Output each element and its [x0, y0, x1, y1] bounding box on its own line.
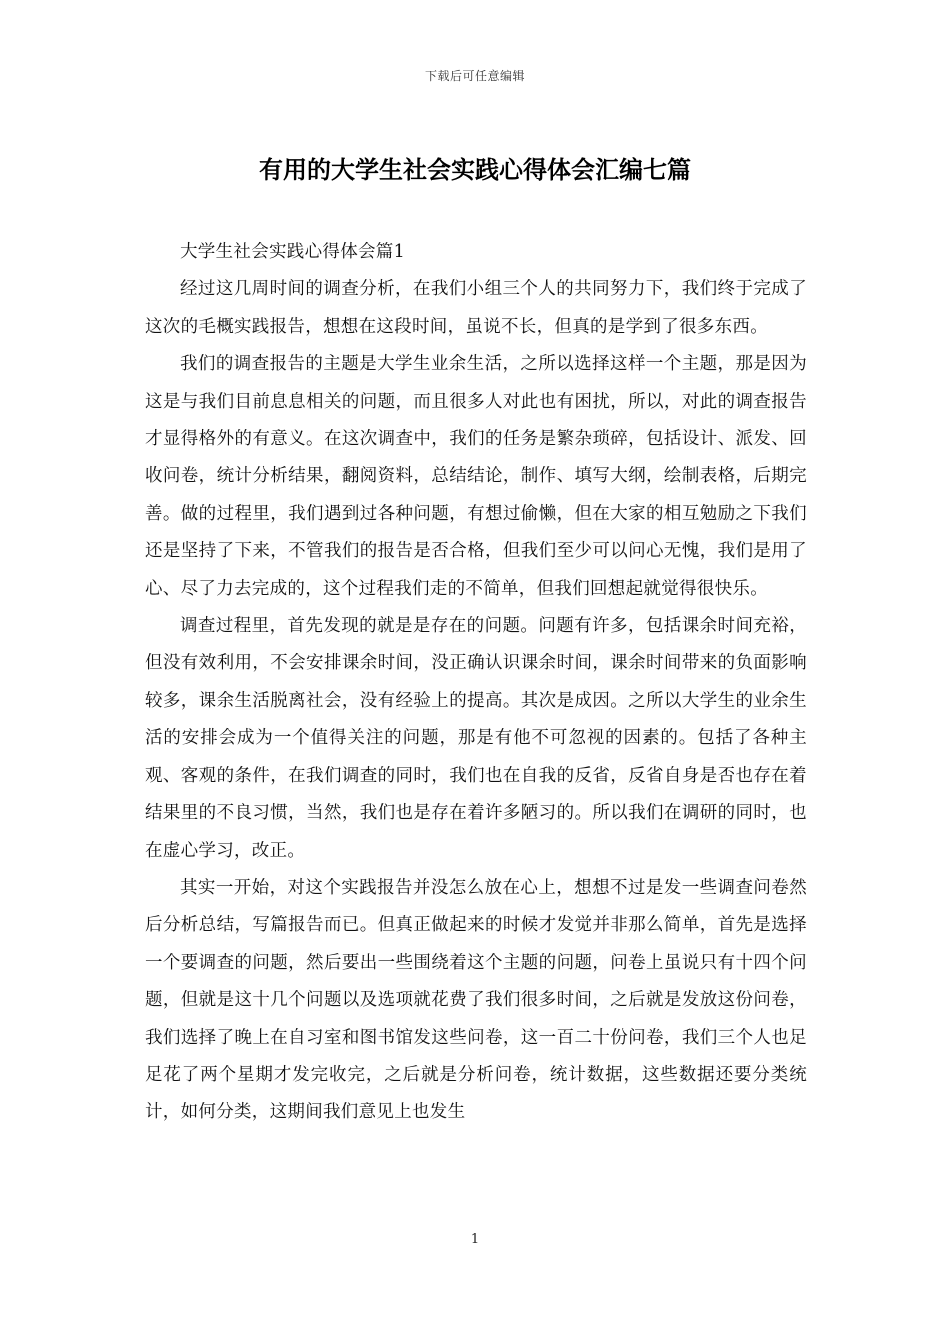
page-number: 1	[470, 1232, 480, 1247]
section-heading: 大学生社会实践心得体会篇1	[180, 242, 406, 262]
paragraph: 经过这几周时间的调查分析，在我们小组三个人的共同努力下，我们终于完成了这次的毛概实践报告，想想在这段时间，虽说不长，但真的是学到了很多东西。	[145, 279, 807, 337]
page-title: 有用的大学生社会实践心得体会汇编七篇	[259, 155, 691, 184]
paragraph: 调查过程里，首先发现的就是是存在的问题。问题有许多，包括课余时间充裕，但没有效利用，不会安排课余时间，没正确认识课余时间，课余时间带来的负面影响较多，课余生活脱离社会，没有经验上的提高。其次是成因。之所以大学生的业余生活的安排会成为一个值得关注的问题，那是有他不可忽视的因素的。包括了各种主观、客观的条件，在我们调查的同时，我们也在自我的反省，反省自身是否也存在着结果里的不良习惯，当然，我们也是存在着许多陋习的。所以我们在调研的同时，也在虚心学习，改正。	[145, 616, 807, 861]
paragraph: 我们的调查报告的主题是大学生业余生活，之所以选择这样一个主题，那是因为这是与我们目前息息相关的问题，而且很多人对此也有困扰，所以，对此的调查报告才显得格外的有意义。在这次调查中，我们的任务是繁杂琐碎，包括设计、派发、回收问卷，统计分析结果，翻阅资料，总结结论，制作、填写大纲，绘制表格，后期完善。做的过程里，我们遇到过各种问题，有想过偷懒，但在大家的相互勉励之下我们还是坚持了下来，不管我们的报告是否合格，但我们至少可以问心无愧，我们是用了心、尽了力去完成的，这个过程我们走的不简单，但我们回想起就觉得很快乐。	[145, 354, 807, 599]
document-body	[145, 234, 807, 1132]
header-note: 下载后可任意编辑	[424, 69, 525, 83]
paragraph: 其实一开始，对这个实践报告并没怎么放在心上，想想不过是发一些调查问卷然后分析总结，写篇报告而已。但真正做起来的时候才发觉并非那么简单，首先是选择一个要调查的问题，然后要出一些围绕着这个主题的问题，问卷上虽说只有十四个问题，但就是这十几个问题以及选项就花费了我们很多时间，之后就是发放这份问卷，我们选择了晚上在自习室和图书馆发这些问卷，这一百二十份问卷，我们三个人也足足花了两个星期才发完收完，之后就是分析问卷，统计数据，这些数据还要分类统计，如何分类，这期间我们意见上也发生	[145, 877, 807, 1123]
